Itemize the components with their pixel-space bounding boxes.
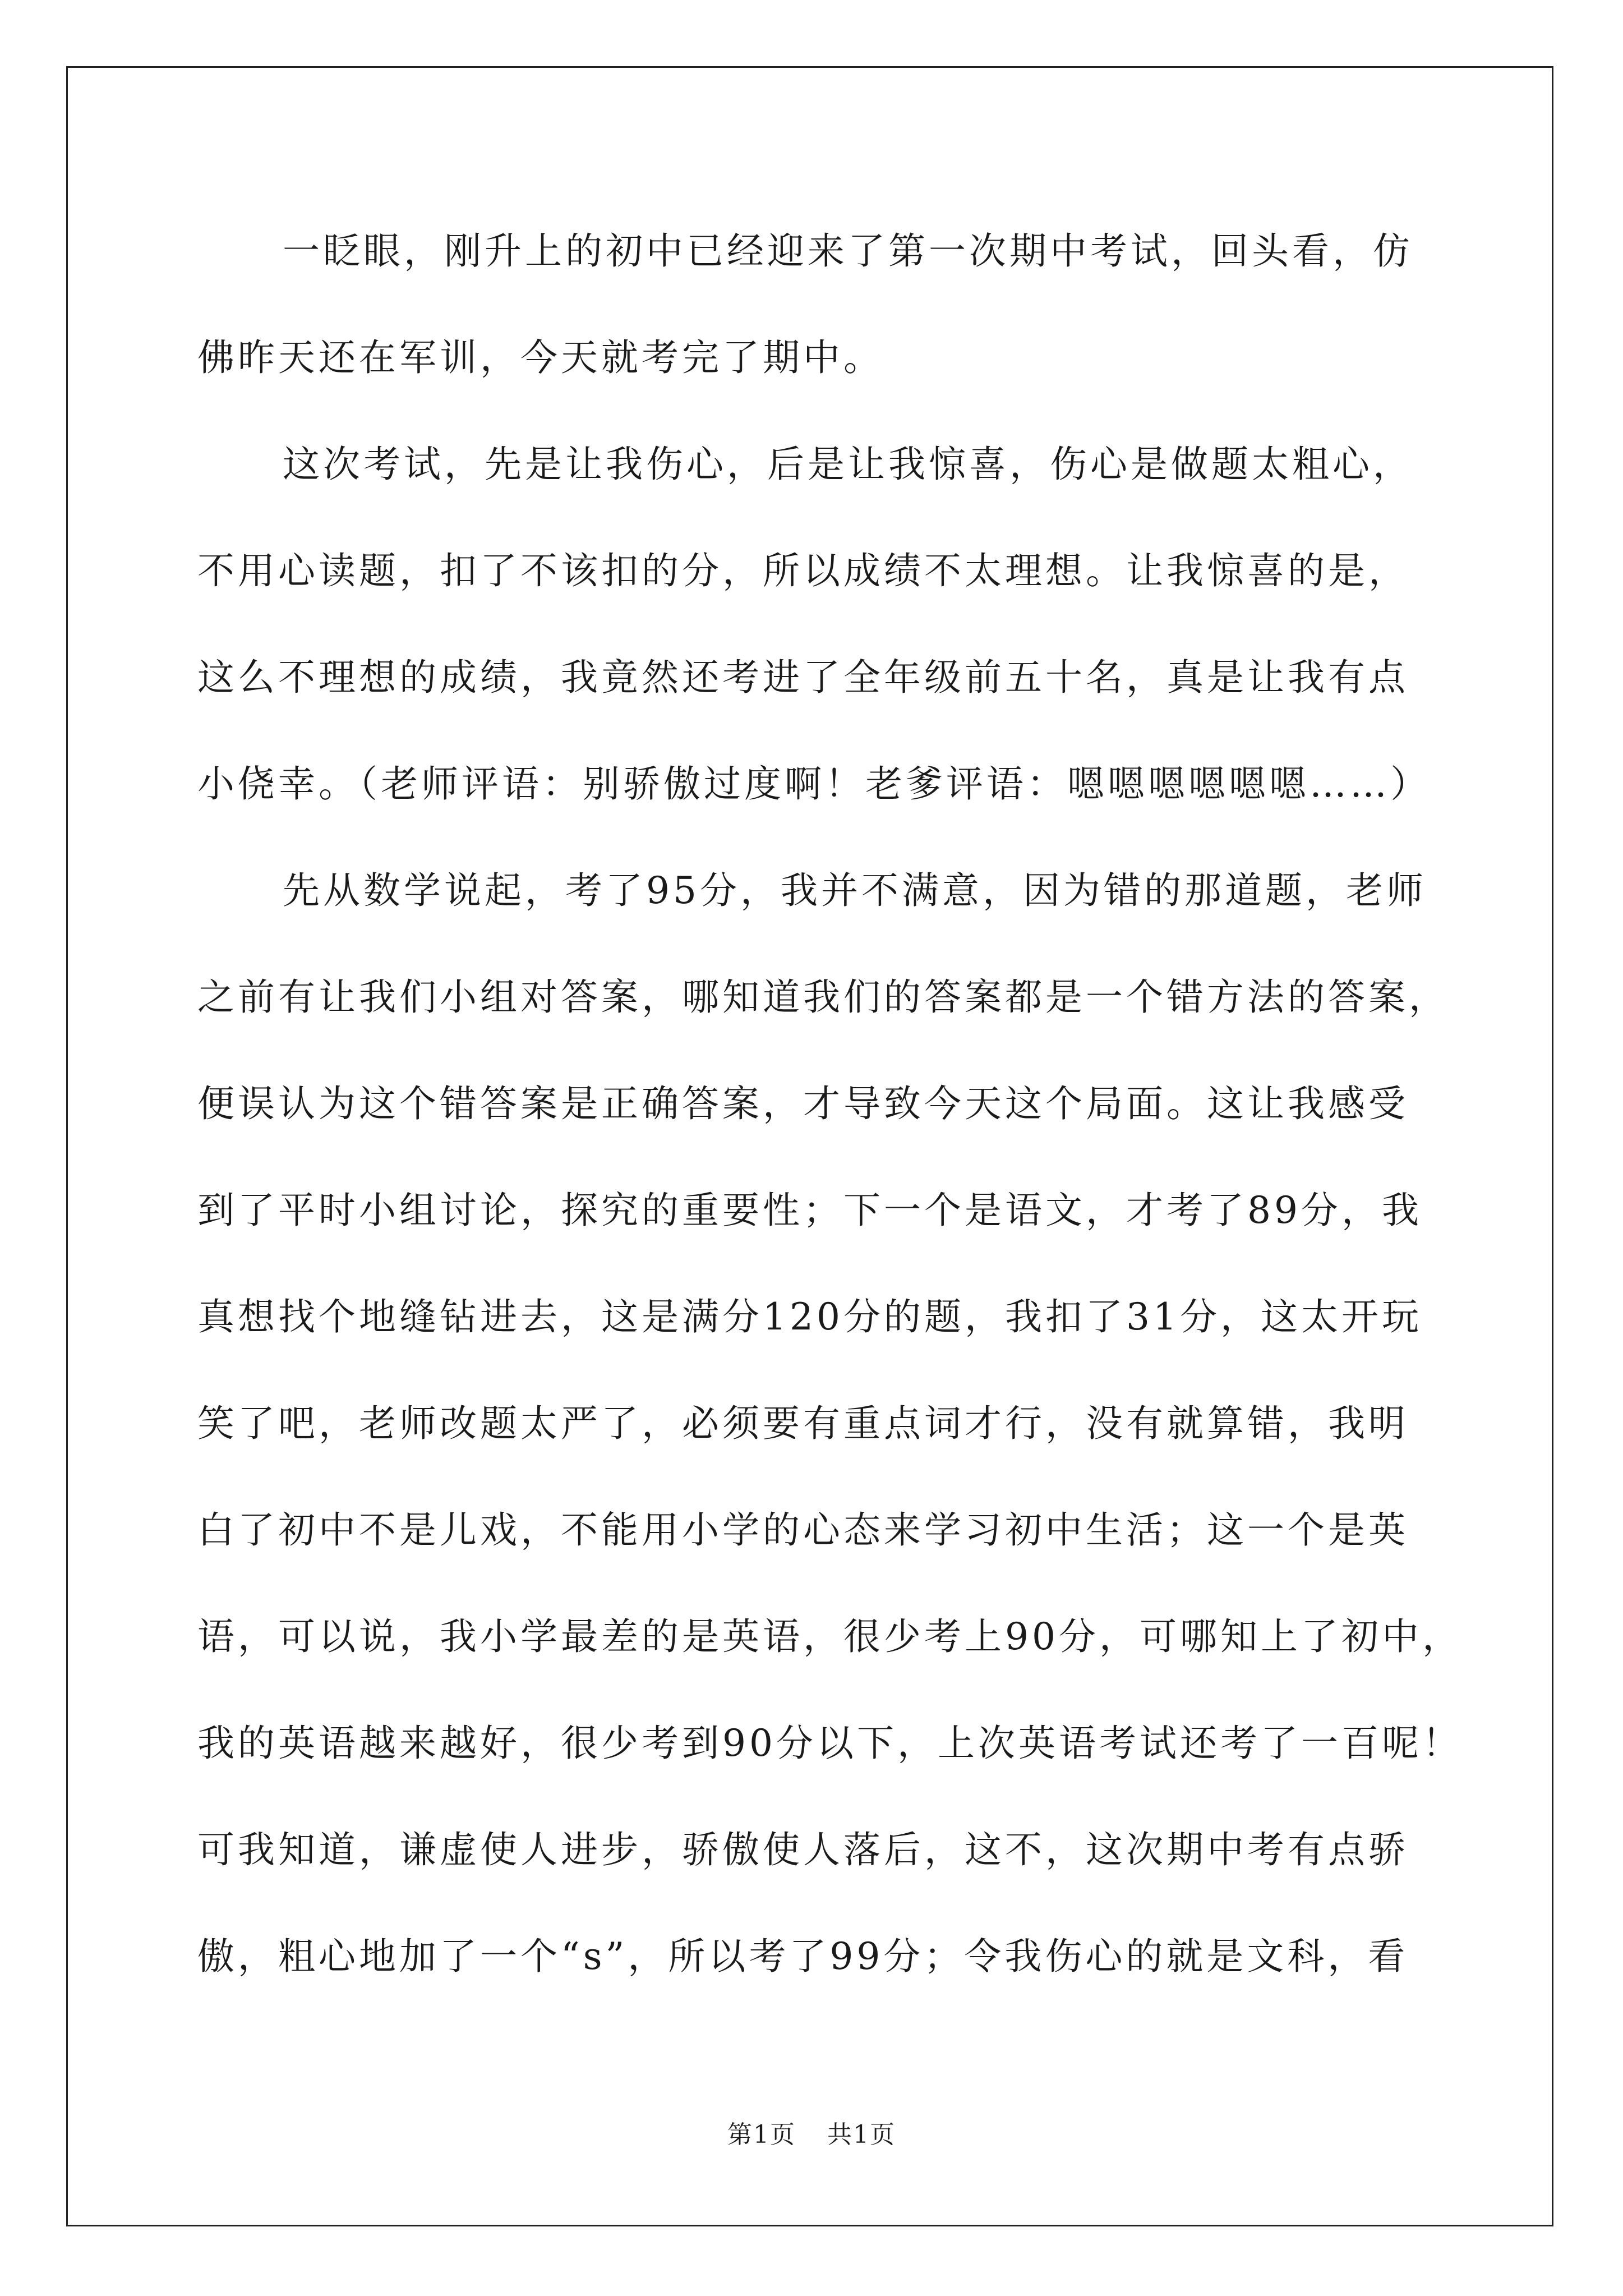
text-line: 这么不理想的成绩，我竟然还考进了全年级前五十名，真是让我有点 (197, 656, 1409, 699)
page-number-current: 第1页 (727, 2120, 796, 2149)
text-line: 白了初中不是儿戏，不能用小学的心态来学习初中生活；这一个是英 (197, 1508, 1409, 1552)
page-border (66, 66, 1553, 2226)
text-line: 小侥幸。（老师评语：别骄傲过度啊！老爹评语：嗯嗯嗯嗯嗯嗯……） (197, 762, 1431, 806)
text-line: 可我知道，谦虚使人进步，骄傲使人落后，这不，这次期中考有点骄 (197, 1828, 1409, 1871)
text-line: 一眨眼，刚升上的初中已经迎来了第一次期中考试，回头看，仿 (283, 229, 1413, 273)
text-line: 语，可以说，我小学最差的是英语，很少考上90分，可哪知上了初中， (197, 1615, 1463, 1658)
text-line: 之前有让我们小组对答案，哪知道我们的答案都是一个错方法的答案， (197, 976, 1449, 1019)
text-line: 佛昨天还在军训，今天就考完了期中。 (197, 336, 884, 379)
text-line: 先从数学说起，考了95分，我并不满意，因为错的那道题，老师 (283, 869, 1427, 912)
text-line: 傲，粗心地加了一个“s”，所以考了99分；令我伤心的就是文科，看 (197, 1935, 1409, 1978)
text-line: 不用心读题，扣了不该扣的分，所以成绩不太理想。让我惊喜的是， (197, 549, 1409, 592)
text-line: 到了平时小组讨论，探究的重要性；下一个是语文，才考了89分，我 (197, 1189, 1422, 1232)
text-line: 便误认为这个错答案是正确答案，才导致今天这个局面。这让我感受 (197, 1082, 1409, 1125)
text-line: 这次考试，先是让我伤心，后是让我惊喜，伤心是做题太粗心， (283, 443, 1413, 486)
text-line: 我的英语越来越好，很少考到90分以下，上次英语考试还考了一百呢！ (197, 1722, 1463, 1765)
text-line: 笑了吧，老师改题太严了，必须要有重点词才行，没有就算错，我明 (197, 1402, 1409, 1445)
page-number-total: 共1页 (827, 2120, 896, 2149)
page-footer (0, 2118, 1623, 2152)
text-line: 真想找个地缝钻进去，这是满分120分的题，我扣了31分，这太开玩 (197, 1295, 1422, 1338)
